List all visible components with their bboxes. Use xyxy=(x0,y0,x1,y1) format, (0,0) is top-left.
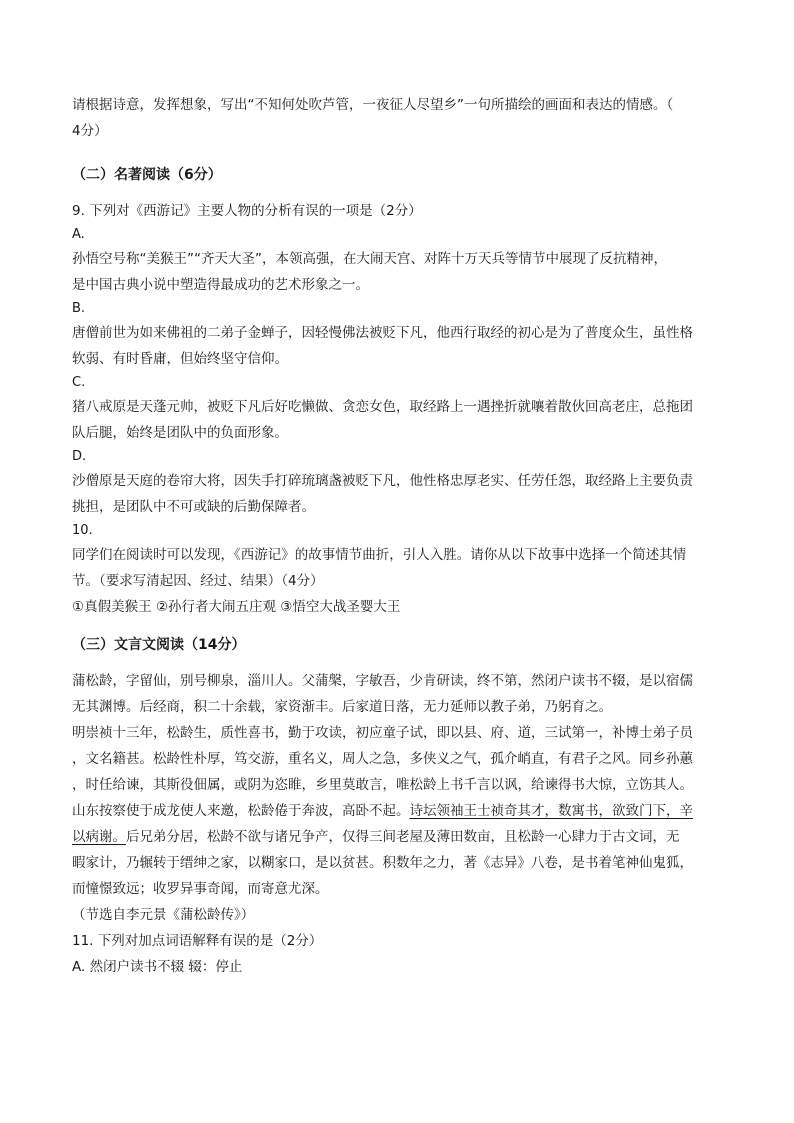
passage-para3-line4: 而憧憬致远；收罗异事奇闻，而寄意尤深。 xyxy=(72,881,329,897)
q11-stem: 11. 下列对加点词语解释有误的是（2分） xyxy=(72,933,323,949)
passage-underlined-sentence-part1: 诗坛领袖王士祯奇其才，数寓书，欲致门下，辛 xyxy=(409,803,693,819)
passage-para3-line1-plain: 山东按察使于成龙使人来邀，松龄倦于奔波，高卧不起。 xyxy=(72,803,410,819)
passage-underlined-sentence-part2: 以病谢。 xyxy=(72,829,126,845)
passage-para2-line1: 明崇祯十三年，松龄生，质性喜书，勤于攻读，初应童子试，即以县、府、道，三试第一，补博士弟子员 xyxy=(72,725,693,741)
q9-option-b-line2: 软弱、有时昏庸，但始终坚守信仰。 xyxy=(72,351,288,367)
passage-para3-line2-plain: 后兄弟分居，松龄不欲与诸兄争产，仅得三间老屋及薄田数亩，且松龄一心肆力于古文词，无 xyxy=(126,829,680,845)
q9-option-c-letter: C. xyxy=(72,375,86,390)
passage-para2-line2: ，文名籍甚。松龄性朴厚，笃交游，重名义，周人之急，多侠义之气，孤介峭直，有君子之风。同乡孙蕙 xyxy=(72,751,693,767)
q9-option-d-line2: 挑担，是团队中不可或缺的后勤保障者。 xyxy=(72,499,315,515)
passage-para2-line3: ，时任给谏，其斯役佃属，或阴为恣睢，乡里莫敢言，唯松龄上书千言以讽，给谏得书大惊，立饬其人。 xyxy=(72,777,693,793)
q8-prompt-line2: 4分） xyxy=(72,123,108,139)
passage-para1-line1: 蒲松龄，字留仙，别号柳泉，淄川人。父蒲槃，字敏吾，少肯研读，终不第，然闭户读书不辍，是以宿儒 xyxy=(72,673,693,689)
q9-option-b-letter: B. xyxy=(72,301,86,316)
q9-option-c-line1: 猪八戒原是天蓬元帅，被贬下凡后好吃懒做、贪恋女色，取经路上一遇挫折就嚷着散伙回高老庄，总拖团 xyxy=(72,399,693,415)
q10-number: 10. xyxy=(72,523,93,538)
q10-line2: 节。（要求写清起因、经过、结果）（4分） xyxy=(72,573,324,589)
passage-para3-line1 xyxy=(72,798,722,824)
q9-option-a-line2: 是中国古典小说中塑造得最成功的艺术形象之一。 xyxy=(72,277,369,293)
q9-option-c-line2: 队后腿，始终是团队中的负面形象。 xyxy=(72,425,288,441)
q8-prompt-line1: 请根据诗意，发挥想象，写出“不知何处吹芦管，一夜征人尽望乡”一句所描绘的画面和表达的情感。（ xyxy=(72,97,674,113)
passage-para1-line2: 无其渊博。后经商，积二十余载，家资渐丰。后家道日落，无力延师以教子弟，乃躬育之。 xyxy=(72,699,612,715)
section3-title: （三）文言文阅读（14分） xyxy=(72,637,246,653)
q10-choices: ①真假美猴王 ②孙行者大闹五庄观 ③悟空大战圣婴大王 xyxy=(72,599,401,615)
q9-option-b-line1: 唐僧前世为如来佛祖的二弟子金蝉子，因轻慢佛法被贬下凡，他西行取经的初心是为了普度众生，虽性格 xyxy=(72,325,693,341)
q9-stem: 9. 下列对《西游记》主要人物的分析有误的一项是（2分） xyxy=(72,203,422,219)
q9-option-a-letter: A. xyxy=(72,227,85,242)
passage-para3-line3: 暇家计，乃辗转于缙绅之家，以糊家口，是以贫甚。积数年之力，著《志异》八卷，是书着笔神仙鬼狐， xyxy=(72,855,693,871)
exam-page xyxy=(72,92,722,980)
q10-line1: 同学们在阅读时可以发现，《西游记》的故事情节曲折，引人入胜。请你从以下故事中选择一个简述其情 xyxy=(72,547,687,563)
q11-option-a: A. 然闭户读书不辍 辍：停止 xyxy=(72,959,243,975)
passage-para3-line2 xyxy=(72,824,722,850)
q9-option-d-line1: 沙僧原是天庭的卷帘大将，因失手打碎琉璃盏被贬下凡，他性格忠厚老实、任劳任怨，取经路上主要负责 xyxy=(72,473,693,489)
q9-option-a-line1: 孙悟空号称“美猴王”“齐天大圣”，本领高强，在大闹天宫、对阵十万天兵等情节中展现了反抗精神， xyxy=(72,251,667,267)
section2-title: （二）名著阅读（6分） xyxy=(72,167,222,183)
q9-option-d-letter: D. xyxy=(72,449,87,464)
passage-source: （节选自李元景《蒲松龄传》） xyxy=(72,907,255,923)
